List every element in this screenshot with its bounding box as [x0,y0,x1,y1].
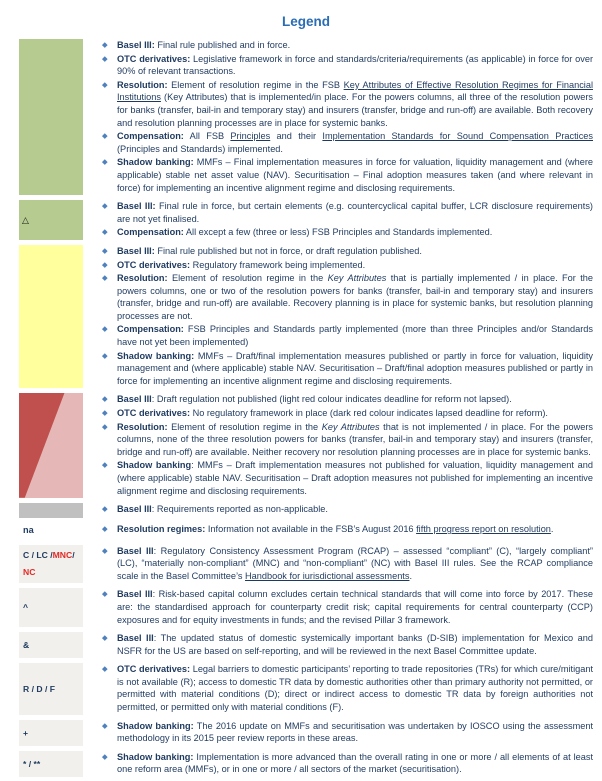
bullet-list [103,632,593,658]
legend-bullet [103,200,593,225]
bullet-text [117,393,593,406]
text-segment: No regulatory framework in place (dark red colour indicates lapsed deadline for reform). [190,408,548,419]
triangle-icon: △ [22,214,29,225]
plus-label [19,720,83,746]
bullet-text [117,53,593,78]
legend-group [19,393,593,498]
text-segment: Regulatory framework being implemented. [190,259,366,270]
text-segment: Final rule published but not in force, or draft regulation published. [154,245,422,256]
legend-group [19,720,593,746]
bullet-icon [103,588,117,626]
legend-bullet [103,272,593,322]
bullet-icon [103,523,117,536]
bullet-icon [103,226,117,239]
bullet-text [117,588,593,626]
legend-bullet [103,226,593,239]
page-title: Legend [281,14,330,29]
bullet-list [103,200,593,240]
legend-group [19,632,593,658]
text-segment: Shadow banking [117,460,192,471]
bullet-text [117,503,593,516]
text-segment: Final rule published and in force. [154,40,291,50]
text-segment: OTC derivatives: [117,259,191,270]
text-segment: All FSB [183,131,231,142]
rcap-scale-label [19,545,83,584]
legend-bullet [103,53,593,78]
text-segment: : The updated status of domestic systemically important banks (D-SIB) implementation for Mexico and NSFR for the US are based on self-reporting, and will be reviewed in the next Basel Committee update. [117,633,593,656]
text-segment: and their [270,131,323,142]
legend-group [19,545,593,584]
bullet-icon [103,393,117,406]
bullet-text [117,39,593,52]
text-segment: Basel III: [117,40,155,50]
text-segment: Key Attributes [327,273,387,284]
bullet-text [117,350,593,388]
text-segment: NC [23,567,36,578]
text-segment: : Draft regulation not published (light red colour indicates deadline for reform not lapsed). [151,394,512,405]
text-segment: Element of resolution regime in the [167,273,328,284]
text-segment: MMFs – Draft/final implementation measures published or partly in force for valuation, liquidity management and (where applicable) stable NAV. Securitisation – Draft/final adoption measures published or partly in force for implementing an incentive alignment regime and disclosing requirements. [117,350,594,386]
text-segment: Basel III [117,504,152,515]
bullet-text [117,226,593,239]
legend-bullet [103,393,593,406]
bullet-icon [103,459,117,497]
text-segment: na [23,525,34,536]
yellow-swatch [19,245,83,389]
text-segment: that is not implemented / in place. For the powers columns, none of the three resolution powers for banks (transfer, bail-in and temporary stay) and insurers (transfer, bridge and run-off) are available. Neither recovery nor resolution planning processes are in place for systemic banks. [117,421,593,457]
legend-group [19,523,593,539]
text-segment: Basel III: [117,245,155,256]
text-segment: OTC derivatives: [117,53,191,64]
text-segment: : Requirements reported as non-applicable. [151,504,328,515]
legend-bullet [103,421,593,459]
bullet-icon [103,503,117,516]
text-segment: Resolution: [117,421,168,432]
green-triangle-swatch [19,200,83,240]
text-segment: Resolution regimes: [117,524,206,535]
rdf-label [19,663,83,714]
text-segment: Resolution: [117,79,168,90]
bullet-text [117,545,593,583]
legend-group [19,503,593,518]
bullet-list [103,39,593,195]
link[interactable]: Key Attributes of Effective Resolution Regimes for Financial Institutions [117,79,593,103]
text-segment: Shadow banking: [117,720,194,731]
text-segment: Resolution: [117,273,168,284]
text-segment: Shadow banking: [117,157,194,168]
text-segment: Compensation: [117,324,184,335]
bullet-icon [103,751,117,776]
bullet-text [117,323,593,348]
text-segment: Basel III [117,633,154,644]
bullet-icon [103,632,117,657]
bullet-icon [103,259,117,272]
legend-bullet [103,503,593,516]
legend-bullet [103,751,593,776]
text-segment: : Regulatory Consistency Assessment Program (RCAP) – assessed “compliant” (C), “largely compliant” (LC), “materially non-compliant” (MNC) and “non-compliant” (NC) with Basel III rules. See the RCAP compliance scale in the Basel Committee’s [117,545,593,581]
bullet-text [117,130,593,155]
legend-bullet [103,720,593,745]
ampersand-label [19,632,83,658]
text-segment: (Principles and Standards) implemented. [117,143,283,154]
text-segment: . [409,570,413,581]
link[interactable]: Handbook for iurisdictional assessments [245,570,410,581]
text-segment: FSB Principles and Standards partly implemented (more than three Principles and/or Standards have not yet been implemented) [117,324,593,348]
caret-label [19,588,83,627]
legend-bullet [103,663,593,713]
bullet-icon [103,323,117,348]
legend-bullet [103,350,593,388]
text-segment: OTC derivatives: [117,408,191,419]
legend-bullet [103,130,593,155]
text-segment: that is partially implemented / in place. For the powers columns, one or two of the resolution powers for banks (transfer, bail-in and temporary stay) and insurers (transfer, bridge and run-off) are available. Recovery planning is in place for systemic banks, but resolution planning processes are not. [117,273,594,321]
text-segment: Final rule in force, but certain elements (e.g. countercyclical capital buffer, LCR disclosure requirements) are not yet finalised. [117,201,593,224]
text-segment: Compensation: [117,131,184,142]
legend-bullet [103,39,593,52]
text-segment: The 2016 update on MMFs and securitisation was undertaken by IOSCO using the assessment methodology in its 2015 peer review reports in these areas. [117,720,593,744]
legend-bullet [103,323,593,348]
red-diagonal-graphic [19,393,83,498]
red-gradient-swatch [19,393,83,498]
bullet-icon [103,245,117,258]
legend-groups [19,39,593,777]
text-segment: Legislative framework in force and standards/criteria/requirements (as applicable) in force for over 90% of relevant transactions. [117,53,594,77]
legend-bullet [103,459,593,497]
link[interactable]: fifth progress report on resolution [416,524,551,535]
legend-group [19,200,593,240]
bullet-icon [103,79,117,129]
bullet-text [117,663,593,713]
bullet-list [103,588,593,627]
text-segment: Key Attributes [321,421,380,432]
bullet-text [117,632,593,657]
bullet-text [117,156,593,194]
text-segment: Implementation is more advanced than the overall rating in one or more / all elements of at least one reform area (MMFs), or in one or more / all sectors of the market (securitisation). [117,751,593,775]
text-segment: * / ** [23,758,41,769]
bullet-icon [103,407,117,420]
bullet-list [103,245,593,389]
text-segment: Element of resolution regime in the [167,421,322,432]
link[interactable]: Principles [230,131,271,142]
bullet-icon [103,663,117,713]
text-segment: Basel III [117,545,154,556]
bullet-icon [103,545,117,583]
text-segment: / [72,550,75,560]
bullet-icon [103,39,117,52]
text-segment: (Key Attributes) that is implemented/in place. For the powers columns, all three of the resolution powers for banks (transfer, bail-in and temporary stay) and insurers (transfer, bridge and run-off) are available. Both recovery and resolution planning processes are in place for systemic banks. [117,92,593,128]
text-segment: + [23,727,29,738]
bullet-icon [103,200,117,225]
legend-group [19,588,593,627]
bullet-text [117,421,593,459]
text-segment: Information not available in the FSB’s August 2016 [205,524,417,535]
bullet-icon [103,720,117,745]
bullet-icon [103,156,117,194]
bullet-list [103,523,593,539]
text-segment: Basel III [117,394,152,405]
asterisk-label [19,751,83,777]
legend-group [19,245,593,389]
bullet-text [117,79,593,129]
link[interactable]: Implementation Standards for Sound Compensation Practices [322,131,593,142]
bullet-text [117,459,593,497]
bullet-list [103,393,593,498]
text-segment: MNC [52,550,73,560]
text-segment: OTC derivatives: [117,664,191,675]
bullet-list [103,663,593,714]
legend-bullet [103,545,593,583]
legend-bullet [103,523,593,536]
bullet-text [117,751,593,776]
bullet-icon [103,272,117,322]
text-segment: . [550,524,554,535]
bullet-text [117,259,593,272]
legend-group [19,663,593,714]
legend-bullet [103,156,593,194]
text-segment: Legal barriers to domestic participants’ reporting to trade repositories (TRs) for which cure/mitigant is not available (R); access to domestic TR data by domestic authorities other than primary authority not permitted, or permitted with material conditions (D); direct or indirect access to domestic TR data by foreign authorities not permitted, or permitted only with material conditions (F). [117,664,593,713]
grey-swatch [19,503,83,518]
text-segment: Shadow banking: [117,350,195,361]
bullet-icon [103,53,117,78]
text-segment: & [23,639,30,650]
legend-bullet [103,79,593,129]
text-segment: C / LC / [23,550,53,560]
bullet-icon [103,350,117,388]
legend-bullet [103,632,593,657]
text-segment: Element of resolution regime in the FSB [167,79,344,90]
bullet-text [117,720,593,745]
legend-bullet [103,259,593,272]
bullet-text [117,245,593,258]
text-segment: Basel III: [117,201,156,212]
legend-bullet [103,407,593,420]
bullet-icon [103,130,117,155]
bullet-list [103,720,593,746]
bullet-list [103,545,593,584]
green-swatch [19,39,83,195]
legend-bullet [103,245,593,258]
text-segment: : Risk-based capital column excludes certain technical standards that will come into force by 2017. These are: the standardised approach for counterparty credit risk; capital requirements for central counterparty (CCP) exposures and for equity investments in funds; and the revised Pillar 3 framework. [117,589,593,625]
na-label [19,523,83,539]
text-segment: ^ [23,602,29,613]
text-segment: Shadow banking: [117,751,194,762]
legend-group [19,751,593,777]
legend-group [19,39,593,195]
bullet-list [103,751,593,777]
bullet-icon [103,421,117,459]
text-segment: Basel III [117,589,153,600]
bullet-list [103,503,593,518]
text-segment: All except a few (three or less) FSB Principles and Standards implemented. [183,227,493,238]
legend-bullet [103,588,593,626]
bullet-text [117,523,593,536]
text-segment: MMFs – Final implementation measures in force for valuation, liquidity management and (where applicable) stable net asset value (NAV). Securitisation – Final adoption measures taken (and where relevant in force) for implementing an incentive alignment regime and disclosing requirements. [117,157,593,193]
text-segment: R / D / F [23,683,55,694]
bullet-text [117,407,593,420]
text-segment: Compensation: [117,227,184,238]
bullet-text [117,272,593,322]
bullet-text [117,200,593,225]
text-segment: : MMFs – Draft implementation measures not published for valuation, liquidity management and (where applicable) stable NAV. Securitisation – Draft adoption measures not published for implementing an incentive alignment regime and disclosing requirements. [117,460,593,496]
